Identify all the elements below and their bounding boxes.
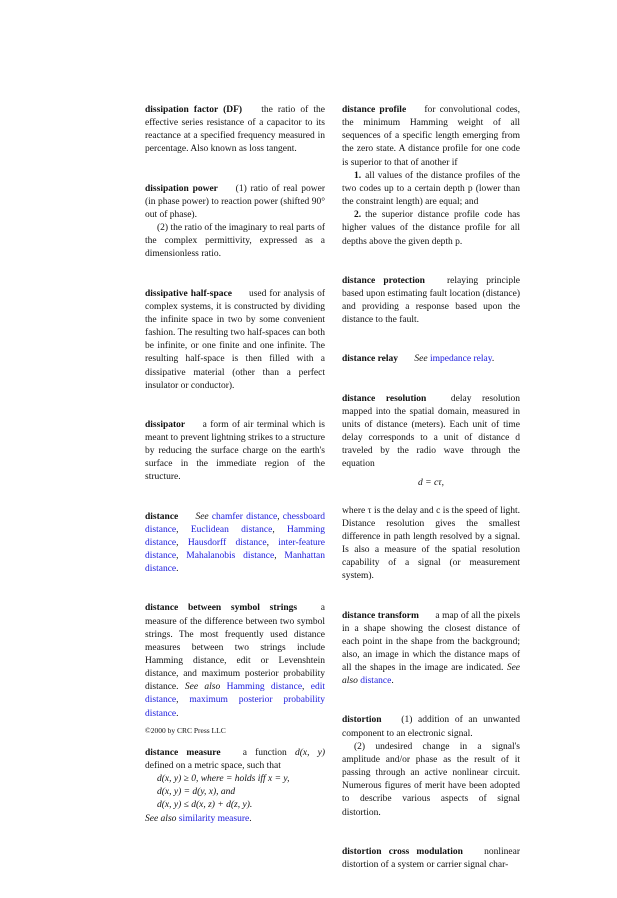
entry-dissipative-half-space	[145, 288, 325, 393]
definition-b: defined on a metric space, such that	[145, 760, 281, 771]
item-text: the superior distance profile code has higher values of the distance profile for all depths above the given depth p.	[342, 210, 520, 247]
item-text: all values of the distance profiles of the two codes up to a certain depth p (lower than the constraint length) are equal; and	[342, 170, 520, 208]
entry-distortion-cross-modulation	[342, 846, 520, 872]
entry-distance: distance See chamfer distance, chessboard distance, Euclidean distance, Hamming distance, Hausdorff distance, inter-feature distance, Mahalanobis distance, Manhattan distance.	[145, 511, 326, 575]
function-symbol: d(x, y)	[294, 747, 325, 758]
definition-1: (1) addition of an unwanted component to an electronic signal.	[342, 715, 521, 739]
definition: for convolutional codes, the minimum Hamming weight of all sequences of a specific length emerging from the zero state. A distance profile for one code is superior to that of another if	[342, 105, 520, 168]
entry-dissipation-power	[145, 183, 325, 262]
definition: delay resolution mapped into the spatial domain, measured in units of distance (meters). Each unit of time delay corresponds to a unit of distance d traveled by the radio wave through the equation	[342, 393, 521, 470]
link-inter-feature-distance[interactable]: inter-feature distance	[145, 537, 325, 562]
term: distance protection	[342, 275, 425, 286]
definition: a measure of the difference between two symbol strings. The most frequently used distance measures between two strings include Hamming distance, edit or Levenshtein distance, and maximum posterior probability distance.	[145, 603, 325, 693]
math-line-3: d(x, y) ≤ d(x, z) + d(z, y).	[157, 800, 253, 811]
definition: nonlinear distortion of a system or carrier signal char-	[342, 846, 520, 870]
see-also-label: See also	[145, 813, 177, 824]
math-line-1: d(x, y) ≥ 0, where = holds iff x = y,	[157, 774, 290, 785]
link-chessboard-distance[interactable]: chessboard distance	[145, 511, 326, 535]
list-item-2	[342, 209, 520, 248]
definition-1: (1) ratio of real power (in phase power) to reaction power (shifted 90° out of phase).	[145, 183, 326, 220]
link-distance[interactable]: distance	[360, 676, 392, 687]
see-label: See	[195, 511, 209, 522]
item-number: 2.	[354, 210, 362, 221]
definition: a form of air terminal which is meant to prevent lightning strikes to a structure by reducing the surface charge on the earth's surface in the immediate region of the structure.	[145, 419, 325, 483]
term: distance resolution	[342, 393, 427, 404]
definition: relaying principle based upon estimating fault location (distance) and providing a response based upon the distance to the fault.	[342, 275, 521, 326]
link-maximum-posterior-probability-distance[interactable]: maximum posterior probability distance	[145, 695, 326, 719]
link-euclidean-distance[interactable]: Euclidean distance	[190, 524, 273, 535]
entry-distance-relay: distance relay See impedance relay.	[342, 354, 495, 365]
item-number: 1.	[354, 170, 362, 181]
link-hamming-distance[interactable]: Hamming distance	[145, 524, 326, 548]
term: distortion	[342, 715, 382, 726]
entry-distortion	[342, 714, 520, 819]
see-also-label: See also	[184, 682, 221, 693]
link-hausdorff-distance[interactable]: Hausdorff distance	[187, 537, 267, 548]
copyright-footer: ©2000 by CRC Press LLC	[145, 726, 226, 735]
right-column	[342, 104, 520, 898]
term: distance transform	[342, 610, 419, 621]
term: dissipation power	[145, 183, 218, 194]
left-column	[145, 104, 325, 852]
definition-2: (2) the ratio of the imaginary to real parts of the complex permittivity, expressed as a dimensionless ratio.	[145, 223, 325, 260]
entry-distance-profile	[342, 104, 520, 249]
entry-distance-transform: distance transform a map of all the pixels in a shape showing the closest distance of each point in the shape from the background; also, an image in which the distance maps of all the shapes in the image are indicated. See also distance.	[342, 610, 521, 687]
link-impedance-relay[interactable]: impedance relay	[429, 354, 492, 365]
link-edit-distance[interactable]: edit distance	[145, 682, 326, 706]
term: dissipation factor (DF)	[145, 105, 243, 115]
definition-a: a function	[242, 747, 287, 758]
link-similarity-measure[interactable]: similarity measure	[178, 813, 250, 824]
term: distortion cross modulation	[342, 846, 463, 857]
equation: d = cτ,	[418, 478, 444, 489]
math-line-2: d(x, y) = d(y, x), and	[157, 787, 236, 798]
definition: the ratio of the effective series resistance of a capacitor to its reactance at a specified frequency measured in percentage. Also known as loss tangent.	[145, 105, 325, 155]
entry-distance-resolution	[342, 393, 520, 584]
entry-dissipation-factor	[145, 104, 325, 157]
link-hamming-distance[interactable]: Hamming distance	[226, 682, 303, 693]
definition: used for analysis of complex systems, it is constructed by dividing the infinite space in two by some convenient fashion. The resulting two half-spaces can both be infinite, or one finite and one infinite. The resulting half-space is then filled with a dissipative material (other than a perfect insulator or conductor).	[145, 288, 325, 391]
term: distance between symbol strings	[145, 603, 298, 614]
definition-2: (2) undesired change in a signal's amplitude and/or phase as the result of it passing through an active nonlinear circuit. Numerous figures of merit have been adopted to describe various aspects of signal distortion.	[342, 741, 520, 818]
term: dissipator	[145, 419, 186, 430]
link-chamfer-distance[interactable]: chamfer distance	[211, 511, 278, 522]
term: distance measure	[145, 747, 221, 758]
definition-continued: where τ is the delay and c is the speed of light. Distance resolution gives the smallest difference in path length resolved by a signal. Is also a measure of the spatial resolution capability of a signal (or measurement system).	[342, 505, 520, 582]
entry-distance-between-symbol-strings: distance between symbol strings a measure of the difference between two symbol strings. The most frequently used distance measures between two strings include Hamming distance, edit or Levenshtein distance, and maximum posterior probability distance. See also Hamming distance, edit distance, maximum posterior probability distance.	[145, 603, 326, 719]
entry-distance-protection	[342, 275, 520, 328]
list-item-1	[342, 170, 520, 209]
link-manhattan-distance[interactable]: Manhattan distance	[145, 551, 326, 575]
see-label: See	[414, 354, 428, 365]
link-mahalanobis-distance[interactable]: Mahalanobis distance	[186, 551, 275, 562]
term: distance	[145, 511, 179, 522]
term: distance profile	[342, 105, 407, 115]
definition: a map of all the pixels in a shape showing the closest distance of each point in the shape from the background; also, an image in which the distance maps of all the shapes in the image are indicated.	[342, 610, 521, 674]
see-also-label: See also	[342, 663, 520, 687]
term: distance relay	[342, 354, 399, 365]
entry-distance-measure: distance measure a function d(x, y) defined on a metric space, such that d(x, y) ≥ 0, where = holds iff x = y, d(x, y) = d(y, x), and d(x, y) ≤ d(x, z) + d(z, y). See also similarity measure.	[145, 747, 325, 824]
entry-dissipator	[145, 419, 325, 485]
term: dissipative half-space	[145, 288, 232, 299]
